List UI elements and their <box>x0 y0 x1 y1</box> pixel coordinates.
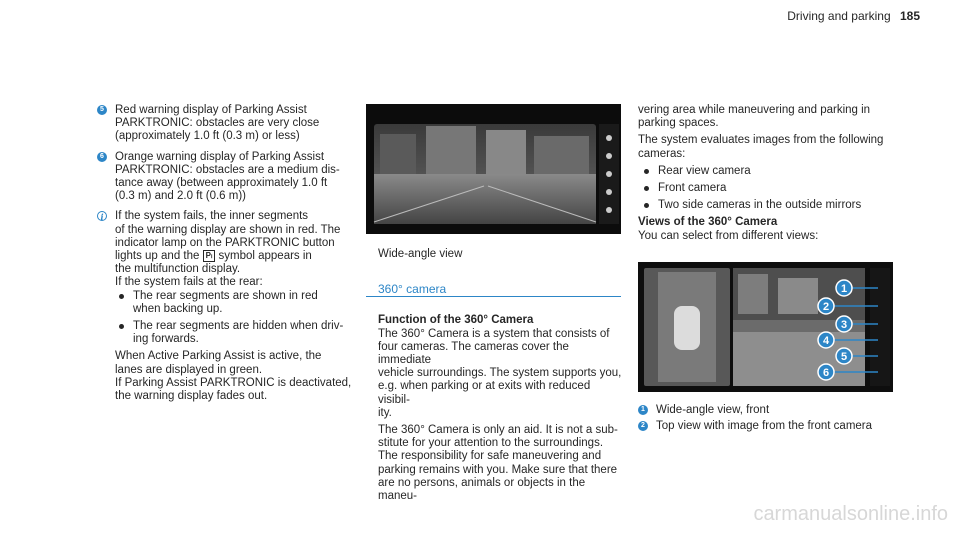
wide-angle-image <box>366 104 621 234</box>
bullet-item: The rear segments are hidden when driv- ing forwards. <box>115 320 359 346</box>
views-legend <box>638 404 900 433</box>
camera-item: Rear view camera <box>640 165 900 178</box>
callout-3-icon <box>836 316 852 332</box>
note-line: If the system fails, the inner segments <box>115 210 309 223</box>
svg-text:4: 4 <box>822 335 830 347</box>
svg-text:5: 5 <box>840 351 848 363</box>
legend-item-5 <box>97 104 359 144</box>
bullet-item: The rear segments are shown in red when backing up. <box>115 290 359 316</box>
note-line: the multifunction display. <box>115 263 241 276</box>
closing-line: When Active Parking Assist is active, the <box>115 350 322 363</box>
number-5-icon: 5 <box>97 105 107 115</box>
number-6-icon: 6 <box>97 152 107 162</box>
svg-text:3: 3 <box>840 319 848 331</box>
info-note <box>97 210 359 403</box>
function-heading: Function of the 360° Camera <box>378 314 534 327</box>
item6-line: tance away (between approximately 1.0 ft <box>115 177 328 190</box>
column-3: vering area while maneuvering and parking in parking spaces. The system evaluates images from the following cameras: Rear view camera Front camera Two side cameras in the outside mirrors Views of the 360° Camera You can select from different views: <box>638 104 900 243</box>
camera-item: Front camera <box>640 182 900 195</box>
callout-6-icon <box>818 364 834 380</box>
item6-line: (0.3 m) and 2.0 ft (0.6 m)) <box>115 190 247 203</box>
closing-line: the warning display fades out. <box>115 390 268 403</box>
number-1-icon: 1 <box>638 405 648 415</box>
camera-views-image <box>638 262 893 392</box>
views-heading: Views of the 360° Camera <box>638 216 778 229</box>
item5-line: PARKTRONIC: obstacles are very close <box>115 117 320 130</box>
views-text: You can select from different views: <box>638 229 819 242</box>
svg-text:6: 6 <box>822 367 830 379</box>
running-header <box>787 9 920 23</box>
camera-view-image <box>366 104 621 234</box>
column-1 <box>97 104 359 403</box>
function-body: The 360° Camera is a system that consists of four cameras. The cameras cover the immediate vehicle surroundings. The system supports you, e.g. when parking or at exits with reduced visibil- ity. The 360° Camera is only an aid. It is not a sub- stitute for your attention to the surroundings. The responsibility for safe maneuvering and parking remains with you. Make sure that there are no persons, animals or objects in the maneu- <box>378 327 622 503</box>
camera-item: Two side cameras in the outside mirrors <box>640 199 900 212</box>
parktronic-off-icon: Pₗ <box>203 250 216 262</box>
number-2-icon: 2 <box>638 421 648 431</box>
closing-line: lanes are displayed in green. <box>115 363 263 376</box>
callout-4-icon <box>818 332 834 348</box>
note-line: If the system fails at the rear: <box>115 276 263 289</box>
note-line-badge: lights up and the Pₗ symbol appears in <box>115 250 312 263</box>
legend-item-1: 1 Wide-angle view, front <box>638 404 900 417</box>
closing-line: If Parking Assist PARKTRONIC is deactivated, <box>115 376 352 389</box>
svg-text:2: 2 <box>822 301 830 313</box>
info-icon: i <box>97 211 107 221</box>
watermark: carmanualsonline.info <box>753 503 948 525</box>
image-caption: Wide-angle view <box>378 248 463 260</box>
section-heading: 360° camera <box>378 282 447 297</box>
note-line: of the warning display are shown in red. The <box>115 223 341 236</box>
column-2 <box>366 248 624 503</box>
callout-5-icon <box>836 348 852 364</box>
legend-item-6 <box>97 151 359 204</box>
item6-line: PARKTRONIC: obstacles are a medium dis- <box>115 163 340 176</box>
svg-text:1: 1 <box>840 283 848 295</box>
callout-2-icon <box>818 298 834 314</box>
views-image <box>638 262 893 392</box>
note-line: indicator lamp on the PARKTRONIC button <box>115 236 335 249</box>
item6-line: Orange warning display of Parking Assist <box>115 150 325 163</box>
callout-1-icon <box>836 280 852 296</box>
section-rule <box>366 296 621 297</box>
item5-line: (approximately 1.0 ft (0.3 m) or less) <box>115 130 300 143</box>
item5-line: Red warning display of Parking Assist <box>115 104 307 116</box>
header-section: Driving and parking <box>787 9 891 23</box>
legend-item-2: 2 Top view with image from the front camera <box>638 420 900 433</box>
page-number: 185 <box>899 9 920 23</box>
